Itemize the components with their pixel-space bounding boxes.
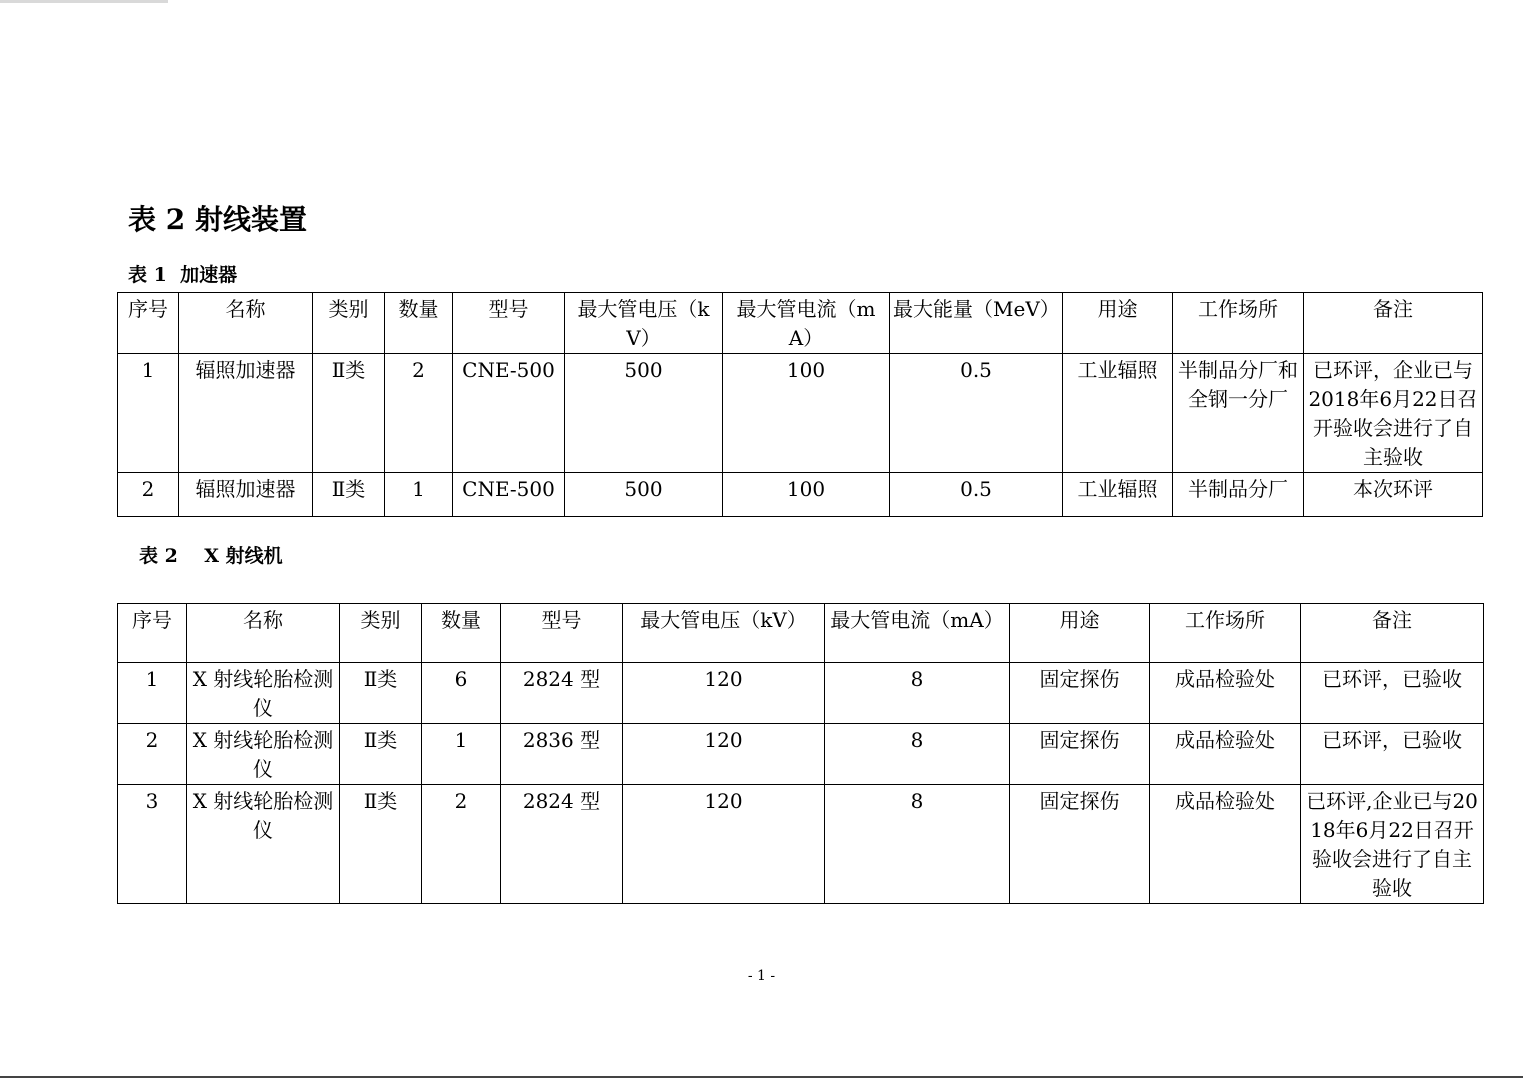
t2-cell: X 射线轮胎检测仪 bbox=[187, 663, 340, 724]
table2-caption: 表 2 X 射线机 bbox=[139, 545, 283, 567]
t2-header-cell: 名称 bbox=[187, 604, 340, 663]
t1-cell: 2 bbox=[118, 473, 179, 517]
t2-cell: 120 bbox=[623, 724, 825, 785]
t1-cell: 0.5 bbox=[890, 354, 1063, 473]
page-number: - 1 - bbox=[747, 968, 776, 984]
t1-header-cell: 最大管电流（mA） bbox=[723, 293, 890, 354]
t2-cell: 8 bbox=[825, 785, 1010, 904]
t2-cell: 120 bbox=[623, 785, 825, 904]
table-row bbox=[118, 354, 1483, 473]
t2-header-cell: 最大管电流（mA） bbox=[825, 604, 1010, 663]
t1-cell: 100 bbox=[723, 473, 890, 517]
t2-cell: 成品检验处 bbox=[1150, 724, 1301, 785]
table-row bbox=[118, 724, 1484, 785]
t2-cell: Ⅱ类 bbox=[340, 724, 422, 785]
t1-cell: 半制品分厂和全钢一分厂 bbox=[1173, 354, 1304, 473]
t1-header-cell: 类别 bbox=[313, 293, 385, 354]
table-row bbox=[118, 785, 1484, 904]
t2-cell: 已环评，已验收 bbox=[1301, 663, 1484, 724]
t1-cell: Ⅱ类 bbox=[313, 354, 385, 473]
t1-cell: 辐照加速器 bbox=[179, 354, 313, 473]
xray-table bbox=[117, 603, 1484, 904]
t2-cell: 120 bbox=[623, 663, 825, 724]
t2-header-cell: 类别 bbox=[340, 604, 422, 663]
table1-header-row bbox=[118, 293, 1483, 354]
t2-cell: Ⅱ类 bbox=[340, 785, 422, 904]
t2-header-cell: 数量 bbox=[422, 604, 501, 663]
table1-caption: 表 1 加速器 bbox=[128, 264, 238, 286]
t1-cell: Ⅱ类 bbox=[313, 473, 385, 517]
t2-cell: 固定探伤 bbox=[1010, 785, 1150, 904]
t1-cell: 2 bbox=[385, 354, 453, 473]
t1-cell: 0.5 bbox=[890, 473, 1063, 517]
t2-cell: 固定探伤 bbox=[1010, 663, 1150, 724]
t2-cell: 已环评,企业已与2018年6月22日召开验收会进行了自主验收 bbox=[1301, 785, 1484, 904]
t2-cell: 1 bbox=[118, 663, 187, 724]
t1-header-cell: 最大管电压（kV） bbox=[565, 293, 723, 354]
t1-cell: 1 bbox=[385, 473, 453, 517]
t1-header-cell: 型号 bbox=[453, 293, 565, 354]
t1-cell: CNE-500 bbox=[453, 354, 565, 473]
t2-cell: X 射线轮胎检测仪 bbox=[187, 724, 340, 785]
t1-cell: 工业辐照 bbox=[1063, 473, 1173, 517]
page-title: 表 2 射线装置 bbox=[128, 203, 307, 236]
table-row bbox=[118, 473, 1483, 517]
table-row bbox=[118, 663, 1484, 724]
t1-header-cell: 用途 bbox=[1063, 293, 1173, 354]
t1-cell: 500 bbox=[565, 473, 723, 517]
t2-cell: X 射线轮胎检测仪 bbox=[187, 785, 340, 904]
t2-cell: 1 bbox=[422, 724, 501, 785]
t2-header-cell: 序号 bbox=[118, 604, 187, 663]
t2-cell: 8 bbox=[825, 663, 1010, 724]
t1-header-cell: 最大能量（MeV） bbox=[890, 293, 1063, 354]
t2-cell: 固定探伤 bbox=[1010, 724, 1150, 785]
t1-cell: 1 bbox=[118, 354, 179, 473]
t1-cell: 工业辐照 bbox=[1063, 354, 1173, 473]
t2-header-cell: 最大管电压（kV） bbox=[623, 604, 825, 663]
t1-cell: 100 bbox=[723, 354, 890, 473]
t1-cell: 半制品分厂 bbox=[1173, 473, 1304, 517]
t2-cell: 8 bbox=[825, 724, 1010, 785]
t2-cell: 2836 型 bbox=[501, 724, 623, 785]
t2-cell: 成品检验处 bbox=[1150, 663, 1301, 724]
t2-cell: 成品检验处 bbox=[1150, 785, 1301, 904]
t2-cell: 2 bbox=[118, 724, 187, 785]
t1-cell: 已环评，企业已与2018年6月22日召开验收会进行了自主验收 bbox=[1304, 354, 1483, 473]
t2-header-cell: 工作场所 bbox=[1150, 604, 1301, 663]
t1-cell: 本次环评 bbox=[1304, 473, 1483, 517]
t1-cell: CNE-500 bbox=[453, 473, 565, 517]
t2-header-cell: 备注 bbox=[1301, 604, 1484, 663]
t2-cell: 2824 型 bbox=[501, 785, 623, 904]
t2-header-cell: 用途 bbox=[1010, 604, 1150, 663]
t1-header-cell: 工作场所 bbox=[1173, 293, 1304, 354]
bottom-divider bbox=[0, 1076, 1523, 1078]
t1-header-cell: 名称 bbox=[179, 293, 313, 354]
t1-header-cell: 备注 bbox=[1304, 293, 1483, 354]
t2-cell: 已环评，已验收 bbox=[1301, 724, 1484, 785]
t2-cell: 6 bbox=[422, 663, 501, 724]
accelerator-table bbox=[117, 292, 1483, 517]
t1-header-cell: 数量 bbox=[385, 293, 453, 354]
t2-cell: 2 bbox=[422, 785, 501, 904]
t2-cell: 2824 型 bbox=[501, 663, 623, 724]
t2-cell: 3 bbox=[118, 785, 187, 904]
t1-cell: 500 bbox=[565, 354, 723, 473]
t1-cell: 辐照加速器 bbox=[179, 473, 313, 517]
top-corner-mark bbox=[0, 0, 168, 3]
table2-header-row bbox=[118, 604, 1484, 663]
t2-cell: Ⅱ类 bbox=[340, 663, 422, 724]
t1-header-cell: 序号 bbox=[118, 293, 179, 354]
t2-header-cell: 型号 bbox=[501, 604, 623, 663]
